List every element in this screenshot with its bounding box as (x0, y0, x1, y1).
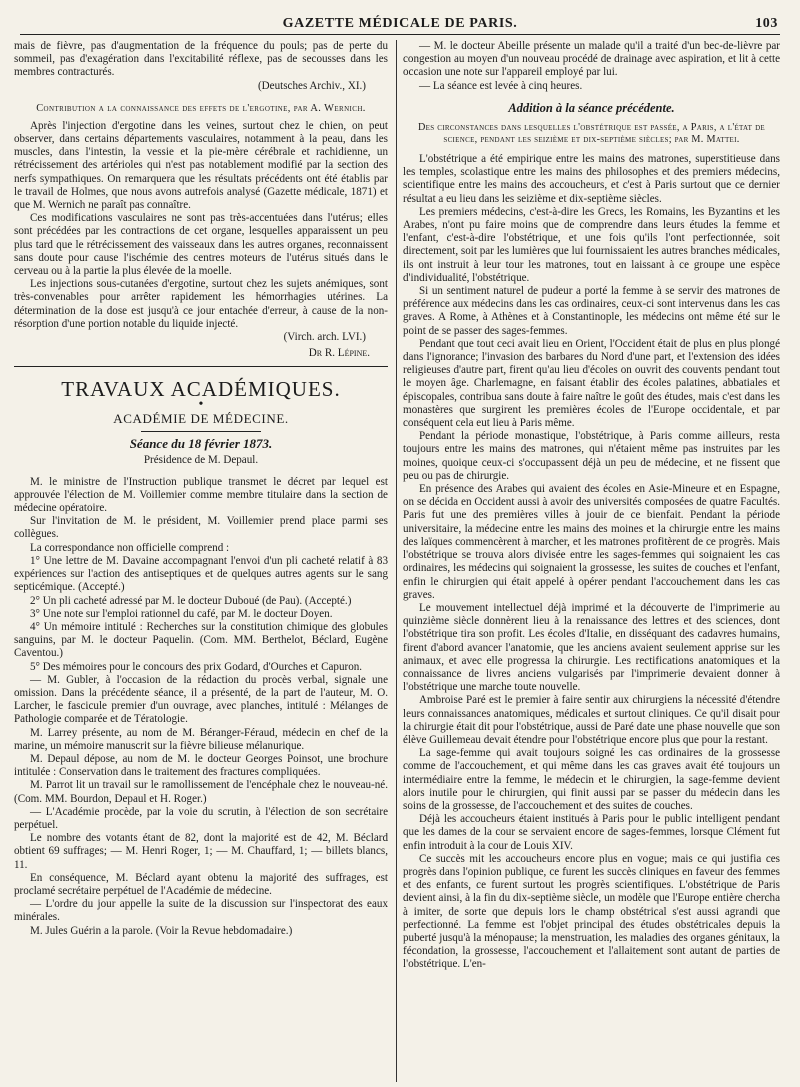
proceedings-paragraph: M. Larrey présente, au nom de M. Béranger-Féraud, médecin en chef de la marine, un mémoire manuscrit sur la fièvre bilieuse mélanurique. (14, 726, 388, 752)
right-column (403, 40, 780, 972)
obstetrics-paragraph: Ce succès mit les accoucheurs encore plus en vogue; mais ce qui justifia ces progrès dans l'opinion publique, ce furent les succès cliniques en faveur des femmes et des enfants, ce furent surtout les progrès scientifiques. L'obstétrique de Paris devient ainsi, à la fin du dix-septième siècle, un modèle que l'Europe entière chercha à imiter, de sorte que depuis lors le champ obstétrical s'est aussi agrandi que perfectionné. La femme est l'objet principal des études obstétricales depuis la puberté jusqu'à la ménopause; la menstruation, les maladies des organes génitaux, la fécondation, la grossesse, l'accouchement et l'allaitement sont autant de parties de l'obstétrique. L'en- (403, 852, 780, 971)
proceedings-paragraph: — L'Académie procède, par la voie du scrutin, à l'élection de son secrétaire perpétuel. (14, 805, 388, 831)
proceedings-paragraph: 4° Un mémoire intitulé : Recherches sur la constitution chimique des globules sanguins, par M. le docteur Paquelin. (Com. MM. Berthelot, Béclard, Eugène Caventou.) (14, 620, 388, 660)
obstetrics-paragraph: Déjà les accoucheurs étaient institués à Paris pour le public intelligent pendant que les dames de la cour se servaient encore de sages-femmes, lorsque Clément fut enfin introduit à la cour de Louis XIV. (403, 813, 780, 852)
column-divider (396, 40, 397, 1082)
proceedings-paragraph: M. Depaul dépose, au nom de M. le docteur Georges Poinsot, une brochure intitulée : Conservation dans le traitement des fractures compliquées. (14, 752, 388, 779)
proceedings-paragraph: 5° Des mémoires pour le concours des prix Godard, d'Ourches et Capuron. (30, 660, 363, 673)
ergotine-paragraph-1: Après l'injection d'ergotine dans les veines, surtout chez le chien, on peut observer, dans certains départements vasculaires, notamment à la peau, dans les muscles, dans l'intestin, la vessie et la pie-mère cérébrale et rachidienne, un rétrécissement des artérioles qui n'est pas notablement modifié par la section des nerfs sympathiques. On remarquera que les résultats précédents ont été établis par le travail de Holmes, que nous avons autrefois analysé (Gazette médicale, 1871) et que M. Wernich ne paraît pas connaître. (14, 119, 388, 212)
proceedings-paragraph: 1° Une lettre de M. Davaine accompagnant l'envoi d'un pli cacheté relatif à 83 expériences sur l'action des antiseptiques et de quelques autres agents sur le sang septicémique. (Accepté.) (14, 554, 388, 594)
section-ornament: • (198, 397, 204, 413)
section-rule (14, 366, 388, 367)
ergotine-source: (Virch. arch. LVI.) (283, 331, 366, 344)
obstetrics-paragraph: Les premiers médecins, c'est-à-dire les Grecs, les Romains, les Byzantins et les Arabes, n'ont pu faire moins que de comprendre dans leurs études la femme et l'enfant, c'est-à-dire l'obstétrique, et une fois qu'ils l'ont perfectionnée, soit directement, soit par les lumières que lui fournissaient les autres branches médicales, ils ont instruit à leur tour les matrones, tout en laissant à ce groupe une espèce d'individualité, l'obstétrique. (403, 205, 780, 284)
proceedings-paragraph: M. le ministre de l'Instruction publique transmet le décret par lequel est approuvée l'élection de M. Voillemier comme membre titulaire dans la section de médecine opératoire. (14, 475, 388, 515)
heading-rule (141, 431, 261, 432)
obstetrics-paragraph: L'obstétrique a été empirique entre les mains des matrones, superstitieuse dans les temples, scolastique entre les mains des philosophes et des premiers médecins, scientifique entre les mains des accoucheurs, et c'est à Paris surtout que ce dernier résultat a eu lieu dans les seizième et dix-septième siècles. (403, 153, 780, 205)
intro-paragraph: mais de fièvre, pas d'augmentation de la fréquence du pouls; pas de perte du sommeil, pas d'exagération dans l'excitabilité réflexe, pas de secousses dans les membres contracturés. (14, 40, 388, 79)
academy-heading: ACADÉMIE DE MÉDECINE. (113, 411, 289, 427)
proceedings-paragraph: M. Jules Guérin a la parole. (Voir la Revue hebdomadaire.) (30, 924, 293, 937)
obstetrics-paragraph: Ambroise Paré est le premier à faire sentir aux chirurgiens la nécessité d'étendre leurs connaissances anatomiques, médicales et surtout cliniques. Ce qu'il disait pour la chirurgie était dit pour l'obstétrique, aussi de Paré date une phase nouvelle que son élève Guillemeau devait étendre pour l'obstétrique encore plus que pour la restant. (403, 694, 780, 746)
obstetrics-paragraph: Le mouvement intellectuel déjà imprimé et la découverte de l'imprimerie au quinzième siècle donnèrent lieu à la renaissance des lettres et des sciences, dont l'obstétrique tira son profit. Les écoles d'Italie, en disséquant des cadavres humains, firent d'abord avancer l'anatomie, que les anciens avaient seulement apprise sur les animaux, et avec elle progressa la chirurgie. Les rectifications anatomiques et la connaissance de livres anciens vulgarisés par l'imprimerie devaient donner à l'obstétrique une marche toute nouvelle. (403, 601, 780, 694)
addition-heading: Addition à la séance précédente. (508, 100, 675, 115)
addition-subtitle: Des circonstances dans lesquelles l'obstétrique est passée, a Paris, a l'état de science, pendant les seizième et dix-septième siècles; par M. Mattei. (418, 121, 765, 146)
author-signature: Dr R. Lépine. (308, 347, 370, 360)
presidency-line: Présidence de M. Depaul. (143, 454, 259, 467)
proceedings-paragraph: — L'ordre du jour appelle la suite de la discussion sur l'inspectorat des eaux minérales. (14, 898, 388, 924)
page-number: 103 (755, 16, 778, 31)
obstetrics-paragraph: Pendant la période monastique, l'obstétrique, à Paris comme ailleurs, resta toujours entre les mains des matrones, qui n'étaient même pas instruites par les moines, quoique ceux-ci s'occupassent déjà un peu de médecine, et ne fissent que peu ou pas de chirurgie. (403, 430, 780, 482)
session-closed-line: — La séance est levée à cinq heures. (419, 79, 583, 92)
ergotine-paragraph-3: Les injections sous-cutanées d'ergotine, surtout chez les sujets anémiques, sont très-convenables pour arrêter rapidement les hémorrhagies utérines. La détermination de la dose est jusqu'à ce jour entachée d'erreur, à cause de la non-résorption d'une portion notable du liquide injecté. (14, 278, 388, 330)
proceedings-paragraph: Le nombre des votants étant de 82, dont la majorité est de 42, M. Béclard obtient 69 suffrages; — M. Henri Roger, 1; — M. Chauffard, 1; — billets blancs, 11. (14, 832, 388, 871)
proceedings-paragraph: M. Parrot lit un travail sur le ramollissement de l'encéphale chez le nouveau-né. (Com. MM. Bourdon, Depaul et H. Roger.) (14, 779, 388, 805)
proceedings-paragraph: Sur l'invitation de M. le président, M. Voillemier prend place parmi ses collègues. (14, 515, 388, 541)
intro-source: (Deutsches Archiv., XI.) (257, 79, 366, 92)
proceedings-paragraph: 2° Un pli cacheté adressé par M. le docteur Duboué (de Pau). (Accepté.) (30, 594, 352, 607)
left-column (14, 40, 388, 938)
abeille-paragraph: — M. le docteur Abeille présente un malade qu'il a traité d'un bec-de-lièvre par congestion au moyen d'un nouveau procédé de drainage avec aspiration, et lit à cette occasion une note sur l'appareil employé par lui. (403, 40, 780, 79)
session-heading: Séance du 18 février 1873. (129, 436, 273, 452)
ergotine-paragraph-2: Ces modifications vasculaires ne sont pas très-accentuées dans l'utérus; elles sont précédées par les contractions de cet organe, lesquelles apparaissent un peu plus tard que le rétrécissement des vaisseaux dans les autres organes, reconnaissent sans doute pour cause l'ischémie des centres moteurs de l'utérus situés dans le cerveau ou à la partie la plus élevée de la moelle. (14, 212, 388, 278)
obstetrics-paragraph: Pendant que tout ceci avait lieu en Orient, l'Occident était de plus en plus plongé dans l'ignorance; l'invasion des barbares du Nord d'une part, et l'extension des idées religieuses d'autre part, firent qu'au lieu d'écoles on ouvrit des couvents pendant tout le moyen âge. Charlemagne, en faisant établir des écoles palatines, abbatiales et épiscopales, contribua sans doute à faire naître le goût des études, mais c'est dans les monastères que surgirent les premières écoles de l'Europe occidentale, et par conséquent cela eut lieu à Paris même. (403, 337, 780, 430)
obstetrics-paragraph: Si un sentiment naturel de pudeur a porté la femme à se servir des matrones de préférence aux médecins dans les cas ordinaires, ceux-ci sont intervenus dans les cas graves. A Rome, à Athènes et à Constantinople, les médecins ont même été sur le point de se passer des sages-femmes. (403, 285, 780, 337)
proceedings-paragraph: 3° Une note sur l'emploi rationnel du café, par M. le docteur Doyen. (30, 607, 333, 620)
proceedings-paragraph: La correspondance non officielle comprend : (30, 541, 230, 554)
proceedings-paragraph: En conséquence, M. Béclard ayant obtenu la majorité des suffrages, est proclamé secrétaire perpétuel de l'Académie de médecine. (14, 871, 388, 897)
section-title: TRAVAUX ACADÉMIQUES. (61, 377, 341, 402)
proceedings-paragraph: — M. Gubler, à l'occasion de la rédaction du procès verbal, signale une omission. Dans la précédente séance, il a présenté, de la part de l'auteur, M. O. Larcher, le fascicule premier d'un ouvrage, avec planches, intitulé : Mélanges de Pathologie comparée et de Tératologie. (14, 673, 388, 726)
obstetrics-paragraph: La sage-femme qui avait toujours soigné les cas ordinaires de la grossesse comme de l'accouchement, et qui même dans les cas graves avait été toujours un intermédiaire entre la femme, le médecin et le chirurgien, la sage-femme devient alors inutile pour le chirurgien, qui finit aussi par se passer du médecin dans les soins de la grossesse, de l'accouchement et des suites de couches. (403, 747, 780, 812)
page-header (20, 14, 780, 35)
ergotine-article-title: Contribution a la connaissance des effets de l'ergotine, par A. Wernich. (36, 102, 366, 114)
obstetrics-paragraph: En présence des Arabes qui avaient des écoles en Asie-Mineure et en Espagne, on se décida en Occident aussi à avoir des universités composées de quatre Facultés. Paris fut une des premières villes à jouir de ce bienfait. Pendant la période universitaire, la médecine entre les mains des moines et la chirurgie entre les mains des laïques commencèrent à marcher, et les matrones profitèrent de ce progrès. Mais l'obstétrique se trouva alors divisée entre les sages-femmes qui soignaient les cas ordinaires, les médecins qui soignaient la grossesse, les suites de couches et l'enfant, enfin le chirurgien qui était appelé à opérer pendant l'accouchement dans les cas graves. (403, 483, 780, 601)
journal-title: GAZETTE MÉDICALE DE PARIS. (282, 16, 518, 31)
